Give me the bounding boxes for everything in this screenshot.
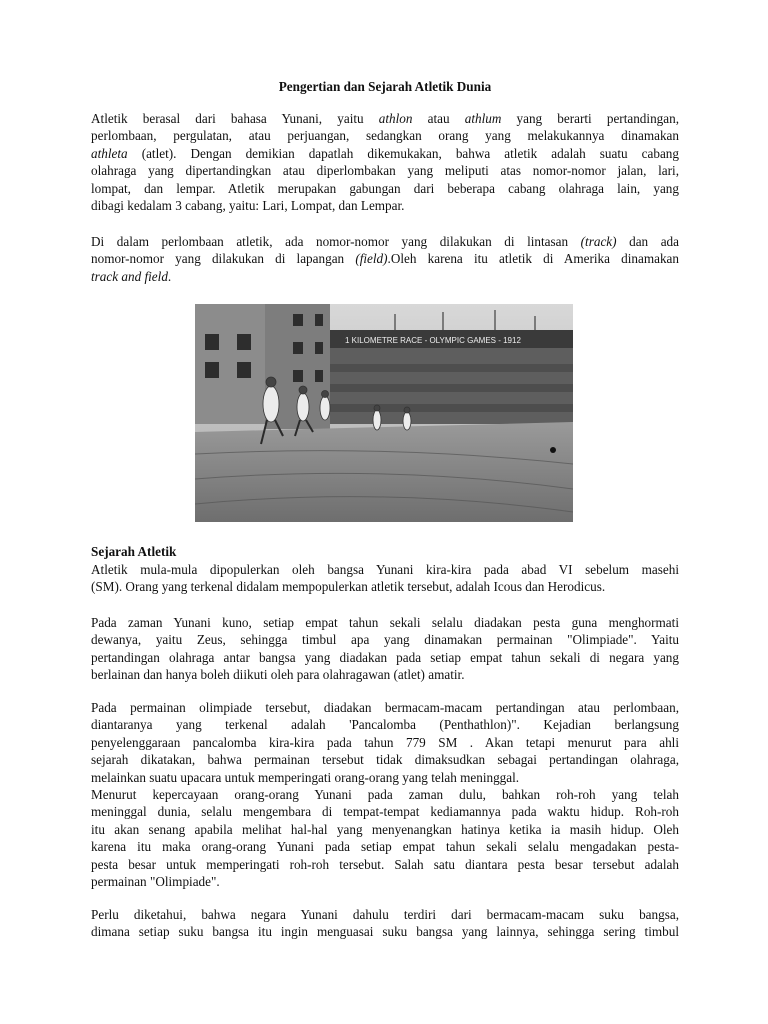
text-line: dimana setiap suku bangsa itu ingin menguasai suku bangsa yang lainnya, sehingga sering timbul [91, 924, 679, 940]
race-photo-illustration [195, 304, 573, 522]
text-line: nomor-nomor yang dilakukan di lapangan (field).Oleh karena itu atletik di Amerika dinamakan [91, 251, 679, 267]
text-line: berlainan dan hanya boleh diikuti oleh para olahragawan (atlet) amatir. [91, 667, 465, 683]
text-line: perlombaan, pergulatan, atau perjuangan, sedangkan orang yang melakukannya dinamakan [91, 128, 679, 144]
paragraph-olympiade [91, 614, 679, 684]
text-line: (SM). Orang yang terkenal didalam mempopulerkan atletik tersebut, adalah Icous dan Herodicus. [91, 579, 606, 595]
text-line: meninggal dunia, selalu mengembara di tempat-tempat kediamannya pada waktu hidup. Roh-roh [91, 804, 679, 820]
text-line: lompat, dan lempar. Atletik merupakan gabungan dari beberapa cabang olahraga lain, yang [91, 180, 679, 196]
text-line: athleta (atlet). Dengan demikian dapatlah dikemukakan, bahwa atletik adalah suatu cabang [91, 145, 679, 161]
text-line: sejarah dikatakan, bahwa permainan tersebut tidak dimaksudkan sebagai pertandingan olahraga, [91, 752, 679, 768]
text-line: Pada permainan olimpiade tersebut, diadakan bermacam-macam pertandingan atau perlombaan, [91, 700, 679, 715]
text-line: dibagi kedalam 3 cabang, yaitu: Lari, Lompat, dan Lempar. [91, 198, 405, 214]
page-title: Pengertian dan Sejarah Atletik Dunia [278, 79, 492, 94]
text-line: Atletik berasal dari bahasa Yunani, yaitu athlon atau athlum yang berarti pertandingan, [91, 111, 679, 126]
text-line: karena itu maka orang-orang Yunani pada setiap empat tahun sekali selalu mengadakan pesta- [91, 839, 679, 855]
text-line: melainkan suatu upacara untuk memperingati orang-orang yang telah meninggal. [91, 769, 520, 785]
text-line: penyelenggaraan pancalomba kira-kira pada tahun 779 SM . Akan tetapi menurut para ahli [91, 734, 679, 750]
text-line: itu akan senang apabila melihat hal-hal yang menyenangkan hatinya ketika ia masih hidup. Oleh [91, 821, 679, 837]
text-line: track and field. [91, 268, 172, 284]
text-line: Pada zaman Yunani kuno, setiap empat tahun sekali selalu diadakan pesta guna menghormati [91, 615, 679, 630]
text-line: Atletik mula-mula dipopulerkan oleh bangsa Yunani kira-kira pada abad VI sebelum masehi [91, 562, 679, 577]
paragraph-pancalomba [91, 699, 679, 890]
text-line: Menurut kepercayaan orang-orang Yunani pada zaman dulu, bahkan roh-roh yang telah [91, 787, 679, 803]
paragraph-track-field [91, 233, 679, 285]
text-line: dewanya, yaitu Zeus, sehingga timbul apa yang dinamakan permainan "Olimpiade". Yaitu [91, 632, 679, 648]
paragraph-definition [91, 110, 679, 214]
text-line: diantaranya yang terkenal adalah 'Pancalomba (Penthathlon)". Kejadian berlangsung [91, 717, 679, 733]
olympic-race-photo [195, 304, 573, 522]
text-line: Di dalam perlombaan atletik, ada nomor-nomor yang dilakukan di lintasan (track) dan ada [91, 234, 679, 249]
text-line: pesta besar untuk memperingati roh-roh tersebut. Salah satu diantara pesta besar tersebut adalah [91, 856, 679, 872]
section-heading-sejarah: Sejarah Atletik [91, 544, 177, 559]
text-line: olahraga yang dipertandingkan atau diperlombakan yang meliputi atas nomor-nomor jalan, lari, [91, 163, 679, 179]
paragraph-origin [91, 561, 679, 596]
text-line: Perlu diketahui, bahwa negara Yunani dahulu terdiri dari bermacam-macam suku bangsa, [91, 907, 679, 922]
stadium-banner: 1 KILOMETRE RACE - OLYMPIC GAMES - 1912 [345, 336, 521, 345]
text-line: pertandingan olahraga antar bangsa yang diadakan pada setiap empat tahun sekali di negara yang [91, 649, 679, 665]
text-line: permainan "Olimpiade". [91, 874, 220, 890]
paragraph-suku-bangsa [91, 906, 679, 941]
